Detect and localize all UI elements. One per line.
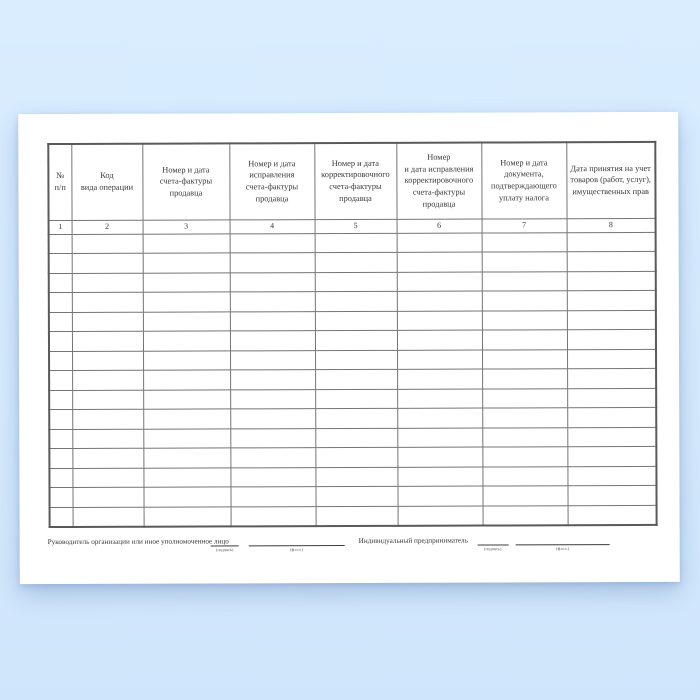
column-number-5: 5 (315, 219, 397, 233)
head-of-organization-label: Руководитель организации или иное уполномоченное лицо (47, 537, 229, 547)
column-header-6: Номер и дата исправления корректировочного счета-фактуры продавца (396, 143, 481, 219)
column-header-5: Номер и дата корректировочного счета-фактуры продавца (314, 143, 396, 219)
full-name-line (516, 544, 610, 545)
column-number-6: 6 (397, 219, 482, 233)
full-name-caption: (ф.и.о.) (556, 546, 570, 551)
column-number-3: 3 (143, 219, 230, 233)
column-number-1: 1 (49, 220, 72, 234)
column-number-4: 4 (230, 219, 315, 233)
signature-line (211, 545, 239, 546)
full-name-line (249, 545, 345, 546)
column-number-2: 2 (72, 220, 143, 234)
full-name-caption: (ф.и.о.) (290, 547, 304, 552)
column-header-8: Дата принятия на учет товаров (работ, услуг), имущественных прав (566, 142, 655, 218)
column-header-3: Номер и дата счета-фактуры продавца (142, 143, 229, 219)
signature-caption: (подпись) (484, 546, 502, 552)
signature-caption: (подпись) (216, 547, 234, 553)
column-header-1: № п/п (48, 144, 71, 220)
signature-line (478, 544, 509, 545)
signature-area (18, 112, 680, 584)
column-header-4: Номер и дата исправления счета-фактуры продавца (229, 143, 314, 219)
column-number-8: 8 (567, 218, 656, 232)
document-sheet (18, 112, 680, 584)
column-number-7: 7 (482, 218, 567, 232)
column-header-7: Номер и дата документа, подтверждающего уплату налога (481, 142, 566, 218)
column-header-2: Код вида операции (71, 144, 142, 220)
individual-entrepreneur-label: Индивидуальный предприниматель (358, 536, 468, 545)
